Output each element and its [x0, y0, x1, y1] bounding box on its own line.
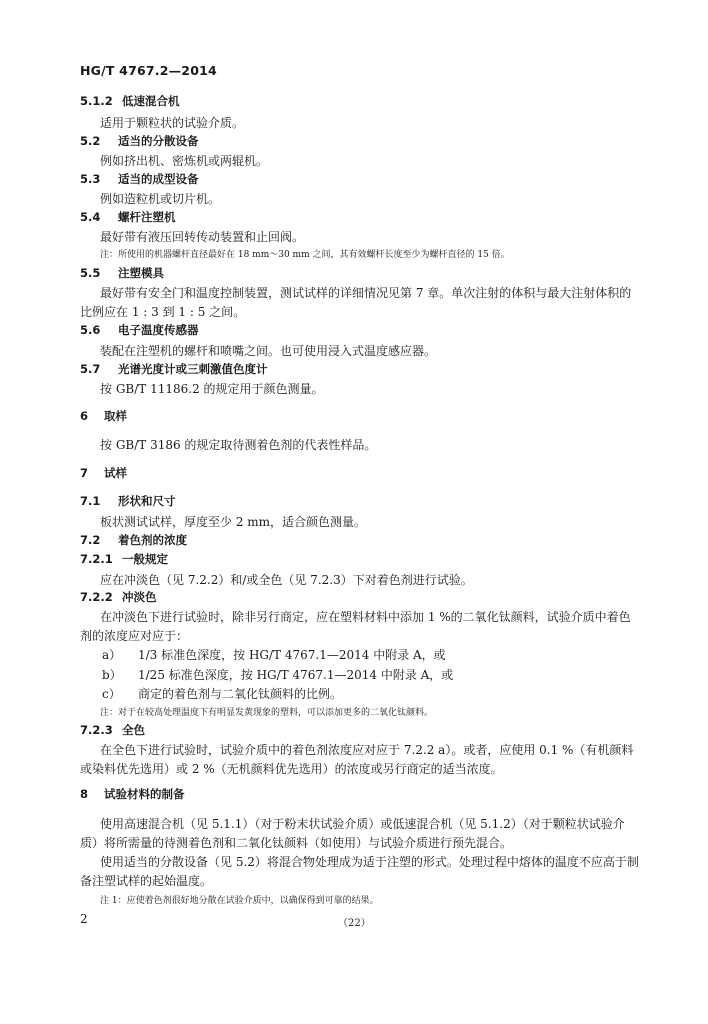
section-title: 适当的分散设备: [118, 134, 199, 148]
chapter-title: 试样: [104, 466, 127, 480]
section-heading-5-3: [80, 171, 199, 187]
section-number: 5.3: [80, 172, 101, 186]
section-title: 形状和尺寸: [118, 494, 176, 508]
section-number: 7.2: [80, 533, 101, 547]
section-heading-5-5: [80, 265, 164, 281]
section-number: 7.2.3: [80, 723, 113, 737]
section-note: 注 1：应使着色剂很好地分散在试验介质中，以确保得到可靠的结果。: [100, 896, 379, 906]
chapter-number: 8: [80, 787, 89, 801]
chapter-title: 取样: [104, 409, 127, 423]
list-text: 1/25 标准色深度，按 HG/T 4767.1—2014 中附录 A，或: [138, 668, 454, 682]
section-number: 5.1.2: [80, 94, 113, 108]
section-heading-5-7: [80, 361, 268, 377]
section-body: 适用于颗粒状的试验介质。: [100, 116, 245, 130]
section-number: 7.1: [80, 494, 101, 508]
standard-code-header: HG/T 4767.2—2014: [80, 63, 217, 78]
list-item: [102, 685, 342, 702]
section-body: 例如挤出机、密炼机或两辊机。: [100, 154, 269, 168]
section-title: 光谱光度计或三刺激值色度计: [118, 362, 268, 376]
list-item: [102, 646, 446, 663]
section-body: 板状测试试样，厚度至少 2 mm，适合颜色测量。: [100, 515, 367, 529]
page-center-mark: （22）: [338, 918, 371, 929]
section-number: 5.4: [80, 210, 101, 224]
section-title: 着色剂的浓度: [118, 533, 187, 547]
chapter-number: 7: [80, 466, 89, 480]
section-heading-5-1-2: [80, 93, 180, 109]
section-body: 按 GB/T 11186.2 的规定用于颜色测量。: [100, 382, 324, 396]
chapter-heading-8: [80, 786, 185, 802]
section-body: 最好带有液压回转传动装置和止回阀。: [100, 230, 305, 244]
section-note: 注：对于在较高处理温度下有明显发黄现象的塑料，可以添加更多的二氧化钛颜料。: [100, 708, 434, 718]
section-title: 一般规定: [122, 552, 168, 566]
section-body: 在全色下进行试验时，试验介质中的着色剂浓度应对应于 7.2.2 a）。或者，应使用 0.1 %（有机颜料或染料优先选用）或 2 %（无机颜料优先选用）的浓度或另行商定的适当浓度。: [80, 743, 634, 776]
section-heading-7-2: [80, 532, 187, 548]
section-title: 低速混合机: [122, 94, 180, 108]
chapter-number: 6: [80, 409, 89, 423]
section-body: 按 GB/T 3186 的规定取待测着色剂的代表性样品。: [100, 438, 377, 452]
section-number: 5.6: [80, 323, 101, 337]
section-number: 5.2: [80, 134, 101, 148]
list-item: [102, 666, 453, 683]
section-body: 使用高速混合机（见 5.1.1）（对于粉末状试验介质）或低速混合机（见 5.1.2）（对于颗粒状试验介质）将所需量的待测着色剂和二氧化钛颜料（如使用）与试验介质进行预先混合。: [80, 817, 625, 850]
list-text: 商定的着色剂与二氧化钛颜料的比例。: [138, 687, 343, 701]
chapter-title: 试验材料的制备: [104, 787, 185, 801]
section-body: 装配在注塑机的螺杆和喷嘴之间。也可使用浸入式温度感应器。: [100, 344, 437, 358]
section-body: 例如造粒机或切片机。: [100, 192, 221, 206]
section-heading-5-6: [80, 322, 199, 338]
section-heading-5-4: [80, 209, 176, 225]
section-heading-7-2-1: [80, 551, 168, 567]
section-title: 冲淡色: [122, 590, 157, 604]
section-title: 注塑模具: [118, 266, 164, 280]
chapter-heading-6: [80, 408, 127, 424]
list-marker: a）: [102, 648, 122, 662]
section-body: 使用适当的分散设备（见 5.2）将混合物处理成为适于注塑的形式。处理过程中熔体的温度不应高于制备注塑试样的起始温度。: [80, 855, 639, 888]
section-number: 5.7: [80, 362, 101, 376]
section-number: 7.2.2: [80, 590, 113, 604]
section-note: 注：所使用的机器螺杆直径最好在 18 mm～30 mm 之间，其有效螺杆长度至少为螺杆直径的 15 倍。: [100, 250, 510, 260]
section-number: 7.2.1: [80, 552, 113, 566]
section-heading-7-1: [80, 493, 176, 509]
section-number: 5.5: [80, 266, 101, 280]
section-body: 在冲淡色下进行试验时，除非另行商定，应在塑料材料中添加 1 %的二氧化钛颜料，试验介质中着色剂的浓度应对应于：: [80, 610, 631, 643]
section-title: 全色: [122, 723, 145, 737]
chapter-heading-7: [80, 465, 127, 481]
section-title: 电子温度传感器: [118, 323, 199, 337]
list-marker: b）: [102, 668, 122, 682]
section-heading-5-2: [80, 133, 199, 149]
list-marker: c）: [102, 687, 121, 701]
page-number: 2: [80, 912, 88, 926]
section-title: 螺杆注塑机: [118, 210, 176, 224]
section-title: 适当的成型设备: [118, 172, 199, 186]
list-text: 1/3 标准色深度，按 HG/T 4767.1—2014 中附录 A，或: [138, 648, 446, 662]
section-body: 最好带有安全门和温度控制装置，测试试样的详细情况见第 7 章。单次注射的体积与最大注射体积的比例应在 1 : 3 到 1 : 5 之间。: [80, 286, 632, 319]
section-heading-7-2-3: [80, 722, 145, 738]
section-heading-7-2-2: [80, 589, 157, 605]
section-body: 应在冲淡色（见 7.2.2）和/或全色（见 7.2.3）下对着色剂进行试验。: [100, 573, 473, 587]
